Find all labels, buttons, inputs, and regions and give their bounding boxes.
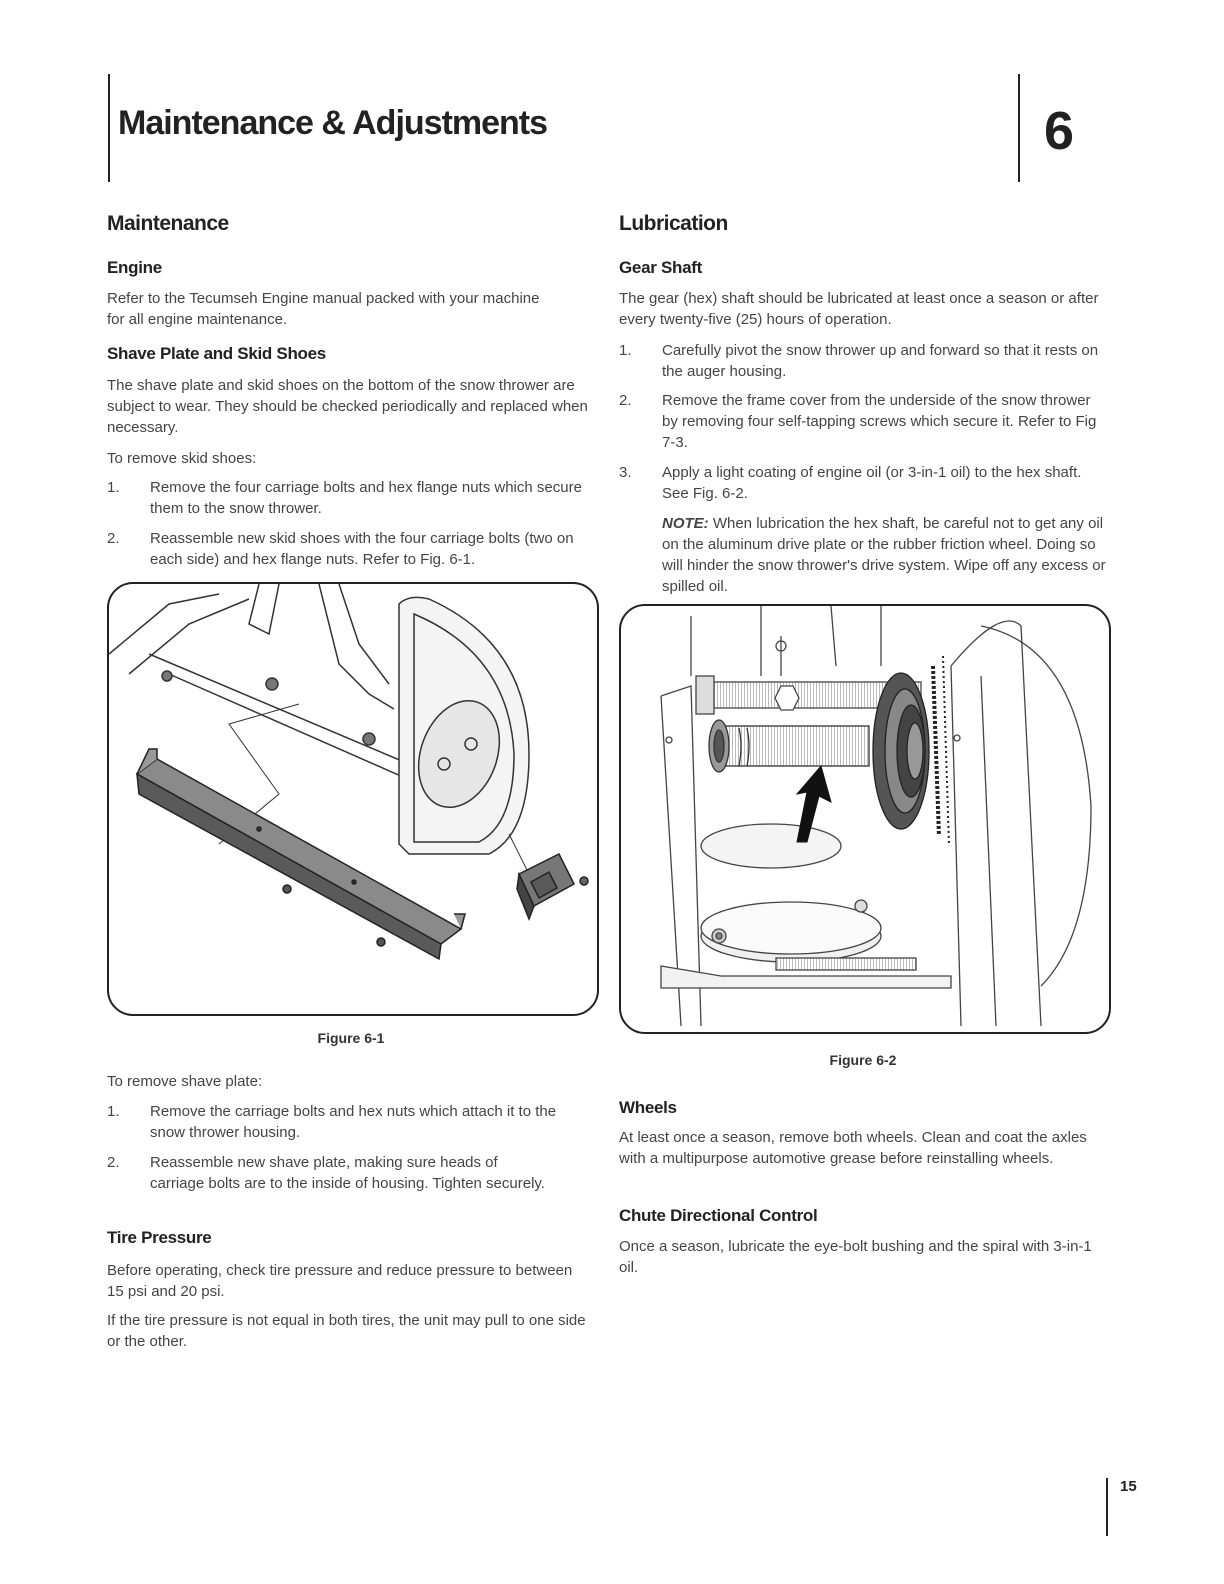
- engine-heading: Engine: [107, 258, 162, 277]
- step-text: Remove the four carriage bolts and hex flange nuts which secure them to the snow thrower.: [150, 479, 582, 517]
- step-text: Apply a light coating of engine oil (or 3-in-1 oil) to the hex shaft. See Fig. 6-2.: [662, 464, 1082, 502]
- footer-rule: [1106, 1478, 1108, 1536]
- step-number: 2.: [619, 392, 632, 409]
- plate-intro: To remove shave plate:: [107, 1073, 263, 1090]
- step-text: Remove the carriage bolts and hex nuts which attach it to the snow thrower housing.: [150, 1103, 557, 1141]
- chute-heading: Chute Directional Control: [619, 1206, 818, 1225]
- gear-shaft-intro: The gear (hex) shaft should be lubricated at least once a season or after every twenty-five (25) hours of operation.: [619, 290, 1099, 328]
- step-number: 2.: [107, 530, 120, 547]
- chapter-number: 6: [1044, 101, 1075, 161]
- skid-step-1: [107, 477, 595, 519]
- tire-heading: Tire Pressure: [107, 1228, 212, 1247]
- step-number: 1.: [619, 342, 632, 359]
- step-text: Reassemble new skid shoes with the four carriage bolts (two on each side) and hex flange nuts. Refer to Fig. 6-1.: [150, 530, 574, 568]
- note-text: When lubrication the hex shaft, be careful not to get any oil on the aluminum drive plate or the rubber friction wheel. Doing so will hinder the snow thrower's drive system. Wipe off any excess or spilled oil.: [662, 515, 1106, 595]
- step-number: 1.: [107, 1103, 120, 1120]
- lubrication-heading: Lubrication: [619, 212, 728, 235]
- figure-6-1-caption: Figure 6-1: [317, 1030, 385, 1046]
- plate-step-2: [107, 1152, 595, 1215]
- gear-note: [662, 513, 1107, 597]
- gear-shaft-heading: Gear Shaft: [619, 258, 702, 277]
- wheels-heading: Wheels: [619, 1098, 677, 1117]
- step-text: Remove the frame cover from the underside of the snow thrower by removing four self-tapping screws which secure it. Refer to Fig 7-3.: [662, 392, 1097, 451]
- page-title: Maintenance & Adjustments: [118, 104, 548, 142]
- step-number: 2.: [107, 1154, 120, 1171]
- header-left-rule: [108, 74, 110, 182]
- note-label: NOTE:: [662, 515, 709, 532]
- page-number: 15: [1120, 1478, 1137, 1495]
- header-right-rule: [1018, 74, 1020, 182]
- step-number: 1.: [107, 479, 120, 496]
- gear-step-2: [619, 390, 1107, 453]
- shave-heading: Shave Plate and Skid Shoes: [107, 344, 326, 363]
- skid-shoe-illustration: [109, 584, 597, 1014]
- figure-6-2-caption: Figure 6-2: [829, 1052, 897, 1068]
- step-text: Reassemble new shave plate, making sure heads of carriage bolts are to the inside of housing. Tighten securely.: [150, 1154, 545, 1192]
- figure-6-2: [619, 604, 1111, 1034]
- skid-step-2: [107, 528, 595, 570]
- skid-intro: To remove skid shoes:: [107, 450, 257, 467]
- wheels-text: At least once a season, remove both wheels. Clean and coat the axles with a multipurpose automotive grease before reinstalling wheels.: [619, 1129, 1087, 1167]
- tire-text-1: Before operating, check tire pressure and reduce pressure to between 15 psi and 20 psi.: [107, 1262, 573, 1300]
- step-text: Carefully pivot the snow thrower up and forward so that it rests on the auger housing.: [662, 342, 1099, 380]
- maintenance-heading: Maintenance: [107, 212, 229, 235]
- figure-6-1: [107, 582, 599, 1016]
- tire-text-2: If the tire pressure is not equal in both tires, the unit may pull to one side or the other.: [107, 1312, 586, 1350]
- gear-shaft-illustration: [621, 606, 1109, 1032]
- plate-step-1: [107, 1101, 595, 1143]
- gear-step-3: [619, 462, 1107, 504]
- engine-text: Refer to the Tecumseh Engine manual packed with your machine for all engine maintenance.: [107, 290, 540, 328]
- step-number: 3.: [619, 464, 632, 481]
- shave-intro: The shave plate and skid shoes on the bottom of the snow thrower are subject to wear. They should be checked periodically and replaced when necessary.: [107, 377, 588, 436]
- gear-step-1: [619, 340, 1107, 382]
- chute-text: Once a season, lubricate the eye-bolt bushing and the spiral with 3-in-1 oil.: [619, 1238, 1092, 1276]
